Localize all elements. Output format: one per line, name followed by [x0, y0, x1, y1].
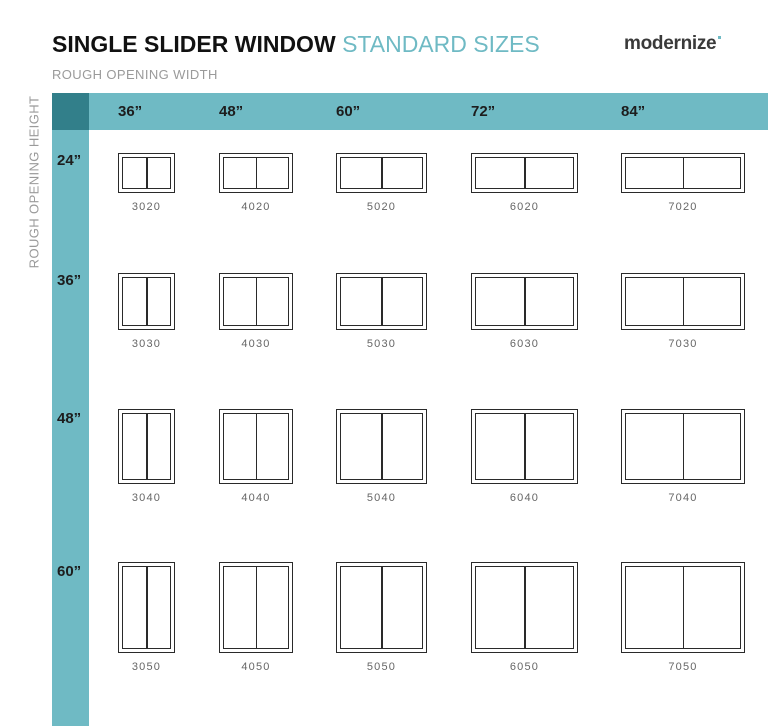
window-code-label: 7020	[668, 201, 698, 213]
window-sash-divider	[381, 566, 383, 649]
y-axis-label: ROUGH OPENING HEIGHT	[26, 95, 42, 269]
window-3030	[118, 273, 175, 330]
window-code-label: 7030	[668, 338, 698, 350]
window-4020	[219, 153, 293, 193]
window-sash-divider	[524, 566, 526, 649]
height-header-1: 36”	[57, 272, 82, 289]
window-code-label: 5050	[366, 661, 397, 673]
window-sash-divider	[381, 413, 383, 480]
window-5050	[336, 562, 427, 653]
width-header-3: 72”	[471, 103, 496, 120]
window-6030	[471, 273, 578, 330]
width-header-4: 84”	[621, 103, 646, 120]
window-4040	[219, 409, 293, 484]
window-5030	[336, 273, 427, 330]
window-sash-divider	[381, 157, 383, 189]
window-6050	[471, 562, 578, 653]
width-header-2: 60”	[336, 103, 361, 120]
width-header-bar	[52, 93, 768, 130]
page-title	[52, 30, 540, 58]
window-sash-divider	[683, 566, 685, 649]
window-code-label: 3020	[131, 201, 162, 213]
window-sash-divider	[683, 413, 685, 480]
window-code-label: 3050	[131, 661, 162, 673]
window-code-label: 3040	[131, 492, 162, 504]
window-sash-divider	[146, 566, 148, 649]
window-6020	[471, 153, 578, 193]
window-3040	[118, 409, 175, 484]
window-code-label: 4030	[241, 338, 271, 350]
x-axis-label: ROUGH OPENING WIDTH	[52, 67, 218, 82]
window-7030	[621, 273, 745, 330]
window-sash-divider	[146, 277, 148, 326]
window-code-label: 5020	[366, 201, 397, 213]
window-code-label: 4040	[241, 492, 271, 504]
window-code-label: 5030	[366, 338, 397, 350]
window-5040	[336, 409, 427, 484]
window-sash-divider	[256, 413, 258, 480]
title-bold: SINGLE SLIDER WINDOW	[52, 31, 336, 57]
brand-logo	[624, 33, 721, 55]
brand-accent-mark	[718, 36, 721, 39]
window-7020	[621, 153, 745, 193]
brand-name: modernize	[624, 33, 717, 54]
window-7050	[621, 562, 745, 653]
window-6040	[471, 409, 578, 484]
window-code-label: 5040	[366, 492, 397, 504]
window-code-label: 6040	[509, 492, 540, 504]
window-5020	[336, 153, 427, 193]
window-sash-divider	[524, 413, 526, 480]
window-sash-divider	[524, 157, 526, 189]
window-code-label: 6030	[509, 338, 540, 350]
window-3020	[118, 153, 175, 193]
window-sash-divider	[256, 157, 258, 189]
window-sash-divider	[256, 277, 258, 326]
window-code-label: 3030	[131, 338, 162, 350]
height-header-2: 48”	[57, 410, 82, 427]
window-4030	[219, 273, 293, 330]
window-code-label: 6020	[509, 201, 540, 213]
window-4050	[219, 562, 293, 653]
window-code-label: 7050	[668, 661, 698, 673]
window-sash-divider	[256, 566, 258, 649]
height-header-3: 60”	[57, 563, 82, 580]
window-code-label: 4050	[241, 661, 271, 673]
width-header-0: 36”	[118, 103, 143, 120]
window-sash-divider	[683, 157, 685, 189]
header-corner	[52, 93, 89, 130]
window-sash-divider	[146, 157, 148, 189]
window-7040	[621, 409, 745, 484]
window-code-label: 4020	[241, 201, 271, 213]
height-header-0: 24”	[57, 152, 82, 169]
y-axis-label-wrap	[24, 92, 44, 272]
title-light: STANDARD SIZES	[342, 31, 540, 57]
window-sash-divider	[146, 413, 148, 480]
window-code-label: 6050	[509, 661, 540, 673]
window-code-label: 7040	[668, 492, 698, 504]
width-header-1: 48”	[219, 103, 244, 120]
window-sash-divider	[524, 277, 526, 326]
window-sash-divider	[683, 277, 685, 326]
window-3050	[118, 562, 175, 653]
window-sash-divider	[381, 277, 383, 326]
